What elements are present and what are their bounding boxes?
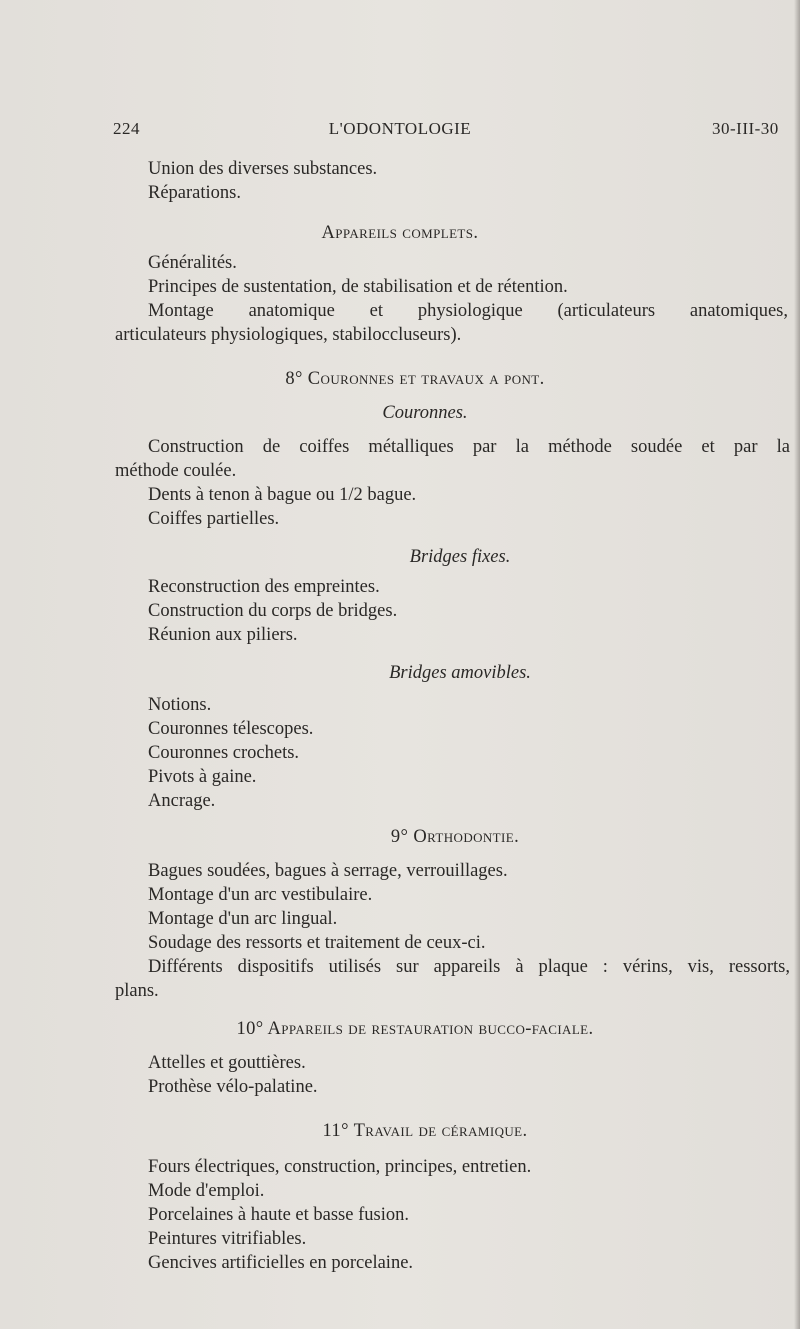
page-number: 224: [113, 119, 140, 138]
text-line: Porcelaines à haute et basse fusion.: [148, 1205, 409, 1225]
text-line: Montage d'un arc lingual.: [148, 909, 338, 929]
text-line: Couronnes crochets.: [148, 743, 300, 763]
subsection-heading: Couronnes.: [382, 403, 468, 423]
text-line: Ancrage.: [148, 791, 216, 811]
text-line: plans.: [115, 981, 159, 1001]
text-line: Mode d'emploi.: [148, 1181, 265, 1201]
text-line: Différents dispositifs utilisés sur appareils à plaque : vérins, vis, ressorts,: [148, 957, 790, 977]
text-line: Couronnes télescopes.: [148, 719, 314, 739]
text-line: Réunion aux piliers.: [148, 625, 298, 645]
section-heading: 8° Couronnes et travaux a pont.: [285, 369, 545, 389]
text-line: Coiffes partielles.: [148, 509, 280, 529]
text-line: Réparations.: [148, 183, 241, 203]
text-line: Construction de coiffes métalliques par la méthode soudée et par la: [148, 437, 790, 457]
text-line: Pivots à gaine.: [148, 767, 257, 787]
text-line: Prothèse vélo-palatine.: [148, 1077, 318, 1097]
text-line: Bagues soudées, bagues à serrage, verrouillages.: [148, 861, 508, 881]
text-line: Union des diverses substances.: [148, 159, 378, 179]
section-heading: 10° Appareils de restauration bucco-faciale.: [236, 1019, 594, 1039]
section-heading: Appareils complets.: [321, 223, 479, 243]
section-heading: 11° Travail de céramique.: [322, 1121, 528, 1141]
text-line: Notions.: [148, 695, 212, 715]
text-line: Attelles et gouttières.: [148, 1053, 306, 1073]
issue-date: 30-III-30: [712, 119, 779, 138]
text-line: Construction du corps de bridges.: [148, 601, 398, 621]
subsection-heading: Bridges fixes.: [409, 547, 511, 567]
text-line: Principes de sustentation, de stabilisation et de rétention.: [148, 277, 568, 297]
subsection-heading: Bridges amovibles.: [389, 663, 531, 683]
text-line: Fours électriques, construction, principes, entretien.: [148, 1157, 532, 1177]
text-line: Peintures vitrifiables.: [148, 1229, 307, 1249]
section-heading: 9° Orthodontie.: [390, 827, 520, 847]
running-title: L'ODONTOLOGIE: [328, 119, 472, 138]
text-line: Généralités.: [148, 253, 237, 273]
text-line: Reconstruction des empreintes.: [148, 577, 380, 597]
text-line: Dents à tenon à bague ou 1/2 bague.: [148, 485, 417, 505]
text-line: Soudage des ressorts et traitement de ceux-ci.: [148, 933, 486, 953]
text-line: Gencives artificielles en porcelaine.: [148, 1253, 414, 1273]
text-line: Montage d'un arc vestibulaire.: [148, 885, 373, 905]
text-line: articulateurs physiologiques, stabiloccluseurs).: [115, 325, 462, 345]
text-line: Montage anatomique et physiologique (articulateurs anatomiques,: [148, 301, 788, 321]
text-line: méthode coulée.: [115, 461, 237, 481]
